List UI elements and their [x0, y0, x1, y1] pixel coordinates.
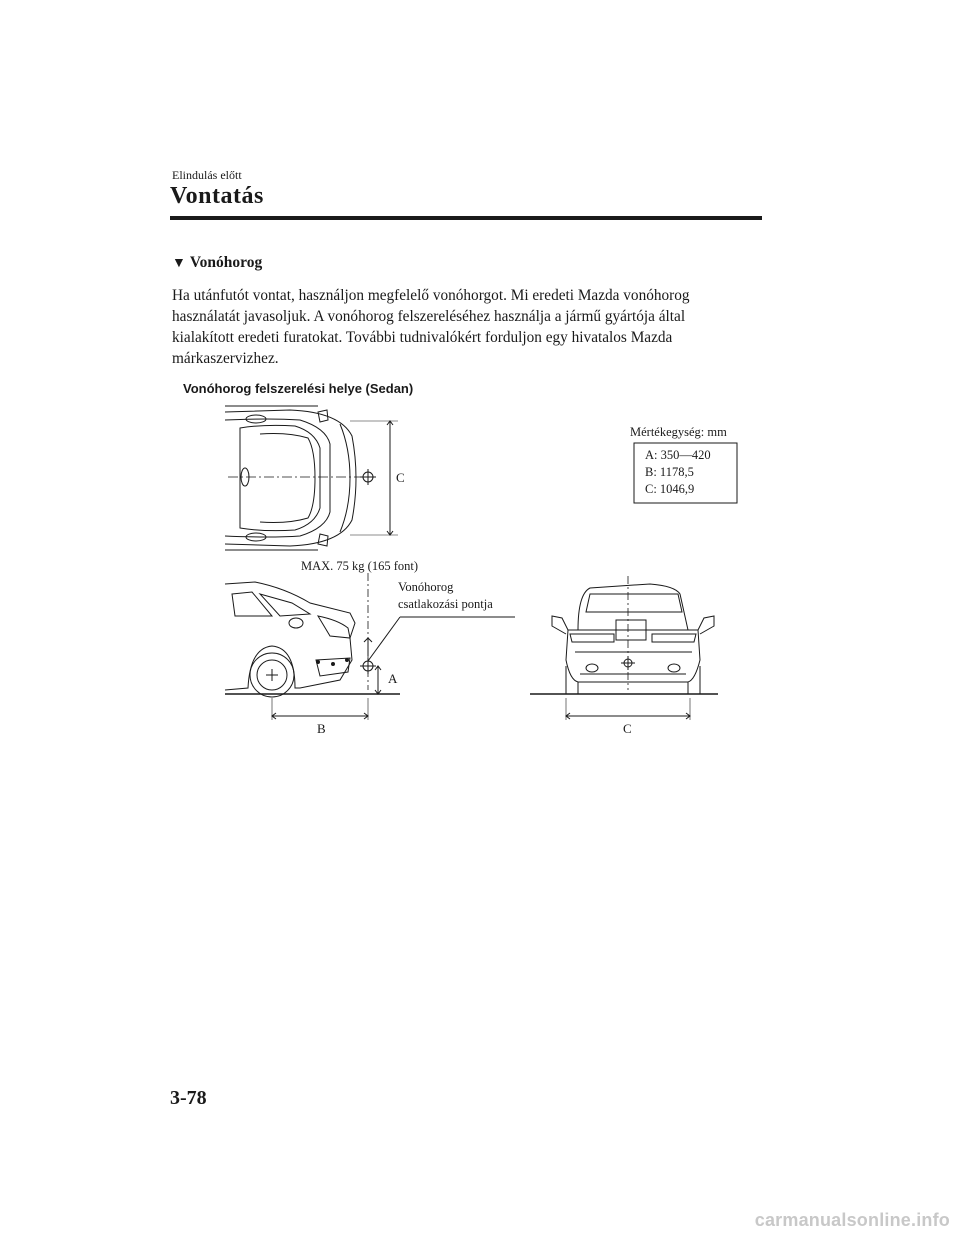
figure-caption: Vonóhorog felszerelési helye (Sedan) [183, 381, 414, 396]
page-title: Vontatás [170, 183, 264, 209]
label-a: A [388, 671, 398, 686]
connection-label-line2: csatlakozási pontja [398, 597, 493, 611]
triangle-marker-icon: ▼ [172, 256, 186, 271]
unit-label: Mértékegység: mm [630, 425, 727, 439]
max-load-label: MAX. 75 kg (165 font) [301, 559, 419, 573]
car-top-view [225, 406, 398, 550]
trailer-hitch-diagram [200, 398, 760, 743]
subheading [172, 254, 262, 272]
page-number: 3-78 [170, 1087, 207, 1109]
title-divider [170, 216, 762, 220]
paragraph-line: kialakított eredeti furatokat. További tudnivalókért forduljon egy hivatalos Mazda [172, 329, 673, 346]
watermark: carmanualsonline.info [754, 1210, 950, 1230]
value-a: A: 350—420 [645, 448, 711, 462]
paragraph-line: Ha utánfutót vontat, használjon megfelelő vonóhorgot. Mi eredeti Mazda vonóhorog [172, 287, 690, 304]
paragraph-line: használatát javasoljuk. A vonóhorog felszereléséhez használja a jármű gyártója által [172, 308, 686, 325]
car-side-view [225, 573, 515, 720]
subheading-text: Vonóhorog [189, 254, 263, 271]
label-b: B [317, 721, 326, 736]
connection-label-line1: Vonóhorog [398, 580, 454, 594]
diagram-svg [200, 398, 760, 743]
value-b: B: 1178,5 [645, 465, 694, 479]
paragraph-line: márkaszervizhez. [172, 350, 279, 367]
label-c-top: C [396, 470, 405, 485]
car-rear-view [530, 576, 718, 720]
value-c: C: 1046,9 [645, 482, 695, 496]
section-label: Elindulás előtt [172, 168, 242, 182]
label-c-rear: C [623, 721, 632, 736]
body-paragraph [172, 285, 762, 369]
